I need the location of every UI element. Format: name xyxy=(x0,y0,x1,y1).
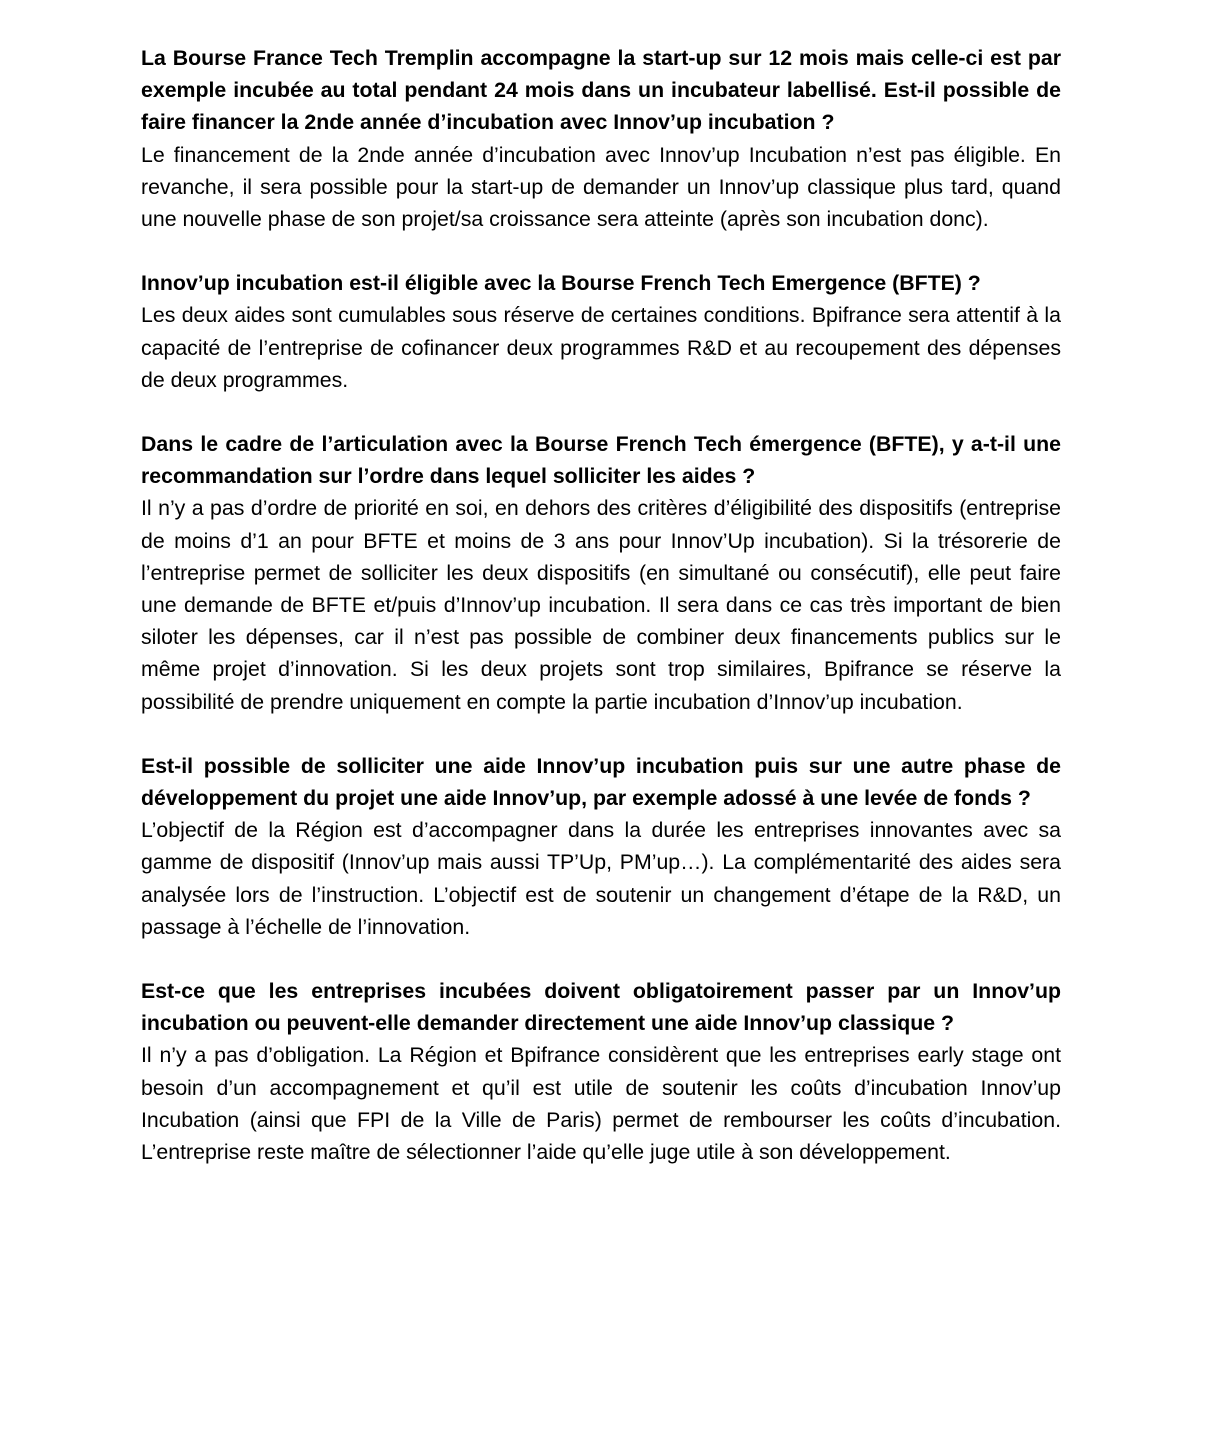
faq-question: La Bourse France Tech Tremplin accompagne la start-up sur 12 mois mais celle-ci est par exemple incubée au total pendant 24 mois dans un incubateur labellisé. Est-il possible de faire financer la 2nde année d’incubation avec Innov’up incubation ? xyxy=(141,46,1061,135)
faq-item-second-year-incubation xyxy=(141,42,1061,235)
faq-question: Est-il possible de solliciter une aide Innov’up incubation puis sur une autre phase de développement du projet une aide Innov’up, par exemple adossé à une levée de fonds ? xyxy=(141,753,1061,811)
faq-answer: Il n’y a pas d’obligation. La Région et Bpifrance considèrent que les entreprises early stage ont besoin d’un accompagnement et qu’il est utile de soutenir les coûts d’incubation Innov’up Incubation (ainsi que FPI de la Ville de Paris) permet de rembourser les coûts d’incubation. L’entreprise reste maître de sélectionner l’aide qu’elle juge utile à son développement. xyxy=(141,1043,1061,1165)
faq-answer: Il n’y a pas d’ordre de priorité en soi, en dehors des critères d’éligibilité des dispositifs (entreprise de moins d’1 an pour BFTE et moins de 3 ans pour Innov’Up incubation). Si la trésorerie de l’entreprise permet de solliciter les deux dispositifs (en simultané ou consécutif), elle peut faire une demande de BFTE et/puis d’Innov’up incubation. Il sera dans ce cas très important de bien siloter les dépenses, car il n’est pas possible de combiner deux financements publics sur le même projet d’innovation. Si les deux projets sont trop similaires, Bpifrance se réserve la possibilité de prendre uniquement en compte la partie incubation d’Innov’up incubation. xyxy=(141,496,1061,714)
faq-question: Innov’up incubation est-il éligible avec la Bourse French Tech Emergence (BFTE) ? xyxy=(141,271,981,296)
faq-item-bfte-order xyxy=(141,428,1061,718)
faq-answer: L’objectif de la Région est d’accompagner dans la durée les entreprises innovantes avec sa gamme de dispositif (Innov’up mais aussi TP’Up, PM’up…). La complémentarité des aides sera analysée lors de l’instruction. L’objectif est de soutenir un changement d’étape de la R&D, un passage à l’échelle de l’innovation. xyxy=(141,818,1061,939)
faq-answer: Les deux aides sont cumulables sous réserve de certaines conditions. Bpifrance sera attentif à la capacité de l’entreprise de cofinancer deux programmes R&D et au recoupement des dépenses de deux programmes. xyxy=(141,303,1061,392)
faq-item-successive-aids xyxy=(141,750,1061,943)
faq-question: Dans le cadre de l’articulation avec la Bourse French Tech émergence (BFTE), y a-t-il une recommandation sur l’ordre dans lequel solliciter les aides ? xyxy=(141,432,1061,489)
faq-answer: Le financement de la 2nde année d’incubation avec Innov’up Incubation n’est pas éligible. En revanche, il sera possible pour la start-up de demander un Innov’up classique plus tard, quand une nouvelle phase de son projet/sa croissance sera atteinte (après son incubation donc). xyxy=(141,142,1061,232)
faq-item-mandatory-incubation xyxy=(141,975,1061,1168)
faq-item-bfte-eligibility xyxy=(141,267,1061,396)
document-page xyxy=(141,42,1061,1200)
faq-question: Est-ce que les entreprises incubées doivent obligatoirement passer par un Innov’up incubation ou peuvent-elle demander directement une aide Innov’up classique ? xyxy=(141,979,1061,1036)
